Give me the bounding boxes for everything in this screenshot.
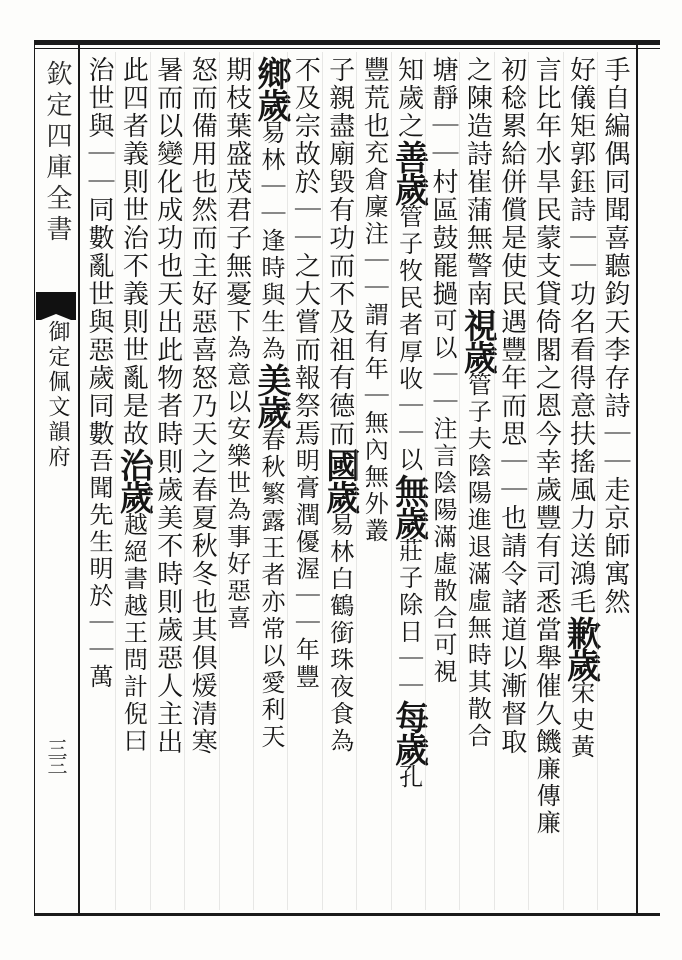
text-column [319,56,360,908]
body-text: 此四者義則世治不義則世亂是故 [118,56,149,448]
column-divider [391,52,392,910]
annotation-text: 廉傳廉 [532,756,561,837]
annotation-text: 充倉廩注｜｜謂有年 [360,140,389,383]
body-text: 手自編偶同聞喜聽鈞天李存詩｜｜走京師寓然 [600,56,630,616]
margin-chapter-title: 御定佩文韻府 [45,320,70,470]
headword: 鄉歲 [251,56,291,120]
frame-top-inner-rule [34,48,660,49]
text-column [220,56,254,908]
text-column [388,56,429,908]
frame-left-rule [78,44,80,914]
annotation-text: 易林白鶴銜珠夜食為 [325,512,354,755]
headword: 視歲 [457,308,498,372]
annotation-text: 易林｜｜逢時與生為 [257,120,285,363]
body-text: 暑而以變化成功也天出此物者時則歲美不時則歲惡人主出 [152,56,183,756]
column-divider [597,52,598,910]
frame-right-rule [636,44,638,914]
margin-book-title: 欽定四庫全書 [42,60,72,246]
annotation-text: 越絕書越王問計倪曰 [119,512,148,755]
text-column [560,56,601,908]
text-column [457,56,498,908]
annotation-text: 春秋繁露王者亦常以愛利天 [257,427,285,751]
column-divider [356,52,357,910]
annotation-text: 宋史黃 [566,680,595,761]
body-text: 治世與｜｜同數亂世與惡歲同數 [84,56,114,448]
column-divider [150,52,151,910]
annotation-text: 叢 [360,518,389,545]
text-column [185,56,219,908]
column-divider [322,52,323,910]
annotation-text: 管子夫陰陽進退滿虛無時其散合 [463,372,492,750]
annotation-text: 下為意以安樂世為事好惡喜 [222,308,251,632]
margin-page-number: 三三 [44,738,68,772]
headword: 每歲 [388,700,429,764]
text-column [426,56,460,908]
column-divider [219,52,220,910]
body-text: 子親盡廟毀有功而不及祖有德而 [324,56,355,448]
column-divider [253,52,254,910]
text-column [529,56,563,908]
annotation-text: 孔 [394,764,423,791]
text-column [251,56,291,908]
column-divider [287,52,288,910]
annotation-text: 明膏潤優渥｜｜年豐 [291,448,320,691]
column-divider [563,52,564,910]
headword: 國歲 [319,448,360,512]
text-column [357,56,391,908]
body-text: 怒而備用也然而主好惡喜怒乃天之春夏秋冬也其俱煖清寒 [187,56,218,756]
body-text: 豐荒也 [359,56,390,140]
column-divider [184,52,185,910]
body-text: 之陳造詩崔蒲無警南 [462,56,493,308]
body-text: 知歲之 [393,56,424,140]
column-divider [528,52,529,910]
frame-bottom-rule [34,913,660,916]
annotation-text: 管子牧民者厚收｜｜以 [394,204,423,474]
text-column [288,56,322,908]
body-text: 期枝葉盛茂君子無憂 [221,56,252,308]
headword: 歉歲 [560,616,601,680]
annotation-text: 可以｜｜注言陰陽滿虛散合可視 [429,308,457,686]
text-column [151,56,185,908]
frame-top-rule [34,40,660,45]
annotation-text: 吾聞先生明於｜｜萬 [85,448,113,691]
headword: 善歲 [388,140,429,204]
column-divider [494,52,495,910]
headword: 治歲 [113,448,154,512]
body-text: 好儀矩郭鈺詩｜｜功名看得意扶搖風力送鴻毛 [565,56,596,616]
body-text: 不及宗故於｜｜之大嘗而報祭焉 [290,56,321,448]
column-divider [459,52,460,910]
text-column [495,56,529,908]
column-divider [425,52,426,910]
headword: 美歲 [251,363,291,427]
text-column [82,56,116,908]
text-column [113,56,154,908]
annotation-text: 莊子除日｜｜ [394,538,423,700]
body-text: 塘靜｜｜村區鼓罷撾 [428,56,458,308]
headword: 無歲 [388,474,429,538]
annotation-text: ｜無內無外 [360,383,389,518]
text-column [598,56,632,908]
body-text: 言比年水旱民蒙支貸倚閣之恩今幸歲豐有司悉當舉催久饑 [531,56,562,756]
frame-outer-left-rule [34,44,35,914]
body-text: 初稔累給併償是使民遇豐年而思｜｜也請令諸道以漸督取 [496,56,527,756]
column-divider [115,52,116,910]
